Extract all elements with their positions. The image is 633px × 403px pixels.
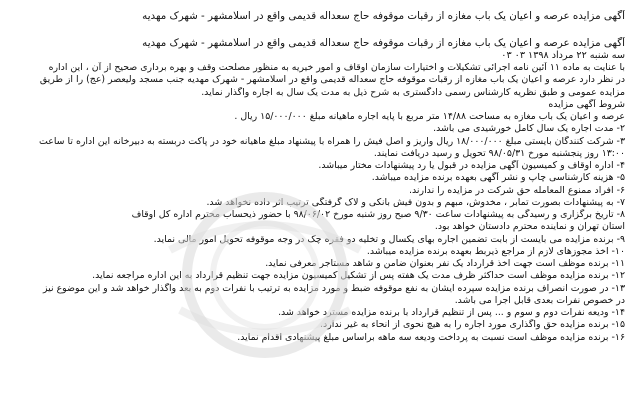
body-line: مزایده عمومی و طبق نظریه کارشناس رسمی دادگستری به شرح ذیل به مدت یک سال به اجاره واگذار نماید. (201, 86, 625, 98)
notice-date: سه شنبه ۲۲ مرداد ۱۳۹۸ ۰۳ ۰۳ (501, 50, 625, 61)
body-line: ۱۳:۰۰ روز پنجشنبه مورخ ۹۸/۰۵/۳۱ تحویل و رسید دریافت نمایند. (373, 147, 625, 159)
body-line: در نظر دارد عرصه و اعیان یک باب مغازه از رقبات موقوفه حاج سعداله قدیمی واقع در اسلامشهر - شهرک مهدیه جنب مسجد ولیعصر (عج) را از طریق (39, 74, 625, 86)
body-line: ۱۴- ودیعه نفرات دوم و سوم و ... پس از تنظیم قرارداد با برنده مزایده مسترد خواهد شد. (278, 307, 625, 318)
body-line: ۱۲- برنده مزایده موظف است حداکثر ظرف مدت یک هفته پس از تشکیل کمیسیون مزایده جهت تنظیم قرارداد به این اداره مراجعه نماید. (92, 270, 625, 282)
body-line: ۱۰- اخذ مجوزهای لازم از مراجع ذیربط بعهده برنده مزایده میباشد. (366, 245, 625, 257)
body-line: ۷- به پیشنهادات بصورت تمابر ، مخدوش، مبهم و بدون فیش بانکی و لاک گرفتگی ترتیب اثر داده نخواهد شد. (206, 196, 625, 208)
body-line: ۱۶- برنده مزایده موظف است نسبت به پرداخت ودیعه سه ماهه براساس مبلغ پیشنهادی اقدام نماید. (237, 331, 625, 343)
body-line: استان تهران و نماینده محترم دادستان خواهد بود. (434, 221, 625, 233)
body-line: ۱۱- برنده موظف است جهت اخذ قرارداد یک نفر بعنوان ضامن و شاهد مستاجر معرفی نماید. (265, 258, 625, 269)
conditions-heading: شروط آگهی مزایده (548, 98, 625, 110)
body-line: ۳- شرکت کنندگان بایستی مبلغ ۱۸/۰۰۰/۰۰۰ ریال واریز و اصل فیش را همراه با پیشنهاد مبلغ ماهیانه خود در پاکت دربسته به دبیرخانه این اداره تا ساعت (39, 135, 625, 147)
notice-title-repeat: آگهی مزایده عرصه و اعیان یک باب مغازه از رقبات موقوفه حاج سعداله قدیمی واقع در اسلامشهر - شهرک مهدیه (142, 37, 625, 49)
body-line: ۹- برنده مزایده می بایست از بابت تضمین اجاره بهای یکسال و تخلیه دو فقره چک در وجه موقوفه تحویل امور مالی نماید. (153, 233, 625, 245)
body-line: ۸- تاریخ برگزاری و رسیدگی به پیشنهادات ساعت ۹/۳۰ صبح روز شنبه مورخ ۹۸/۰۶/۰۲ با حضور ذیحساب محترم اداره کل اوقاف (131, 209, 625, 220)
body-line: ۱۳- در صورت انصراف برنده مزایده سپرده ایشان به نفع موقوفه ضبط و مورد مزایده به ترتیب با نفرات دوم به بعد واگذار خواهد شد و این موضوع نیز (43, 282, 625, 294)
body-line: ۱۵- برنده مزایده حق واگذاری مورد اجاره را به هیچ نحوی از انحاء به غیر ندارد. (320, 319, 625, 331)
notice-title: آگهی مزایده عرصه و اعیان یک باب مغازه از رقبات موقوفه حاج سعداله قدیمی واقع در اسلامشهر - شهرک مهدیه (142, 10, 625, 22)
body-line: ۲- مدت اجاره یک سال کامل خورشیدی می باشد. (433, 123, 625, 135)
body-line: در خصوص نفرات بعدی قابل اجرا می باشد. (454, 294, 625, 306)
body-line: ۴- اداره اوقاف و کمیسیون آگهی مزایده در قبول یا رد پیشنهادات مختار میباشد. (318, 160, 625, 171)
body-line: ۶- افراد ممنوع المعامله حق شرکت در مزایده را ندارند. (409, 184, 625, 196)
body-line: ۵- هزینه کارشناسی چاپ و نشر آگهی بعهده برنده مزایده میباشد. (371, 172, 625, 184)
body-line: عرصه و اعیان یک باب مغازه به مساحت ۱۴/۸۸ متر مربع با پایه اجاره ماهیانه مبلغ ۱۵/۰۰۰/۰۰۰ ریال . (234, 111, 625, 122)
body-line: با عنایت به ماده ۱۱ آئین نامه اجرائی تشکیلات و اختیارات سازمان اوقاف و امور خیریه به منظور مصلحت وقف و بهره برداری صحیح از آن ، این اداره (48, 62, 625, 73)
